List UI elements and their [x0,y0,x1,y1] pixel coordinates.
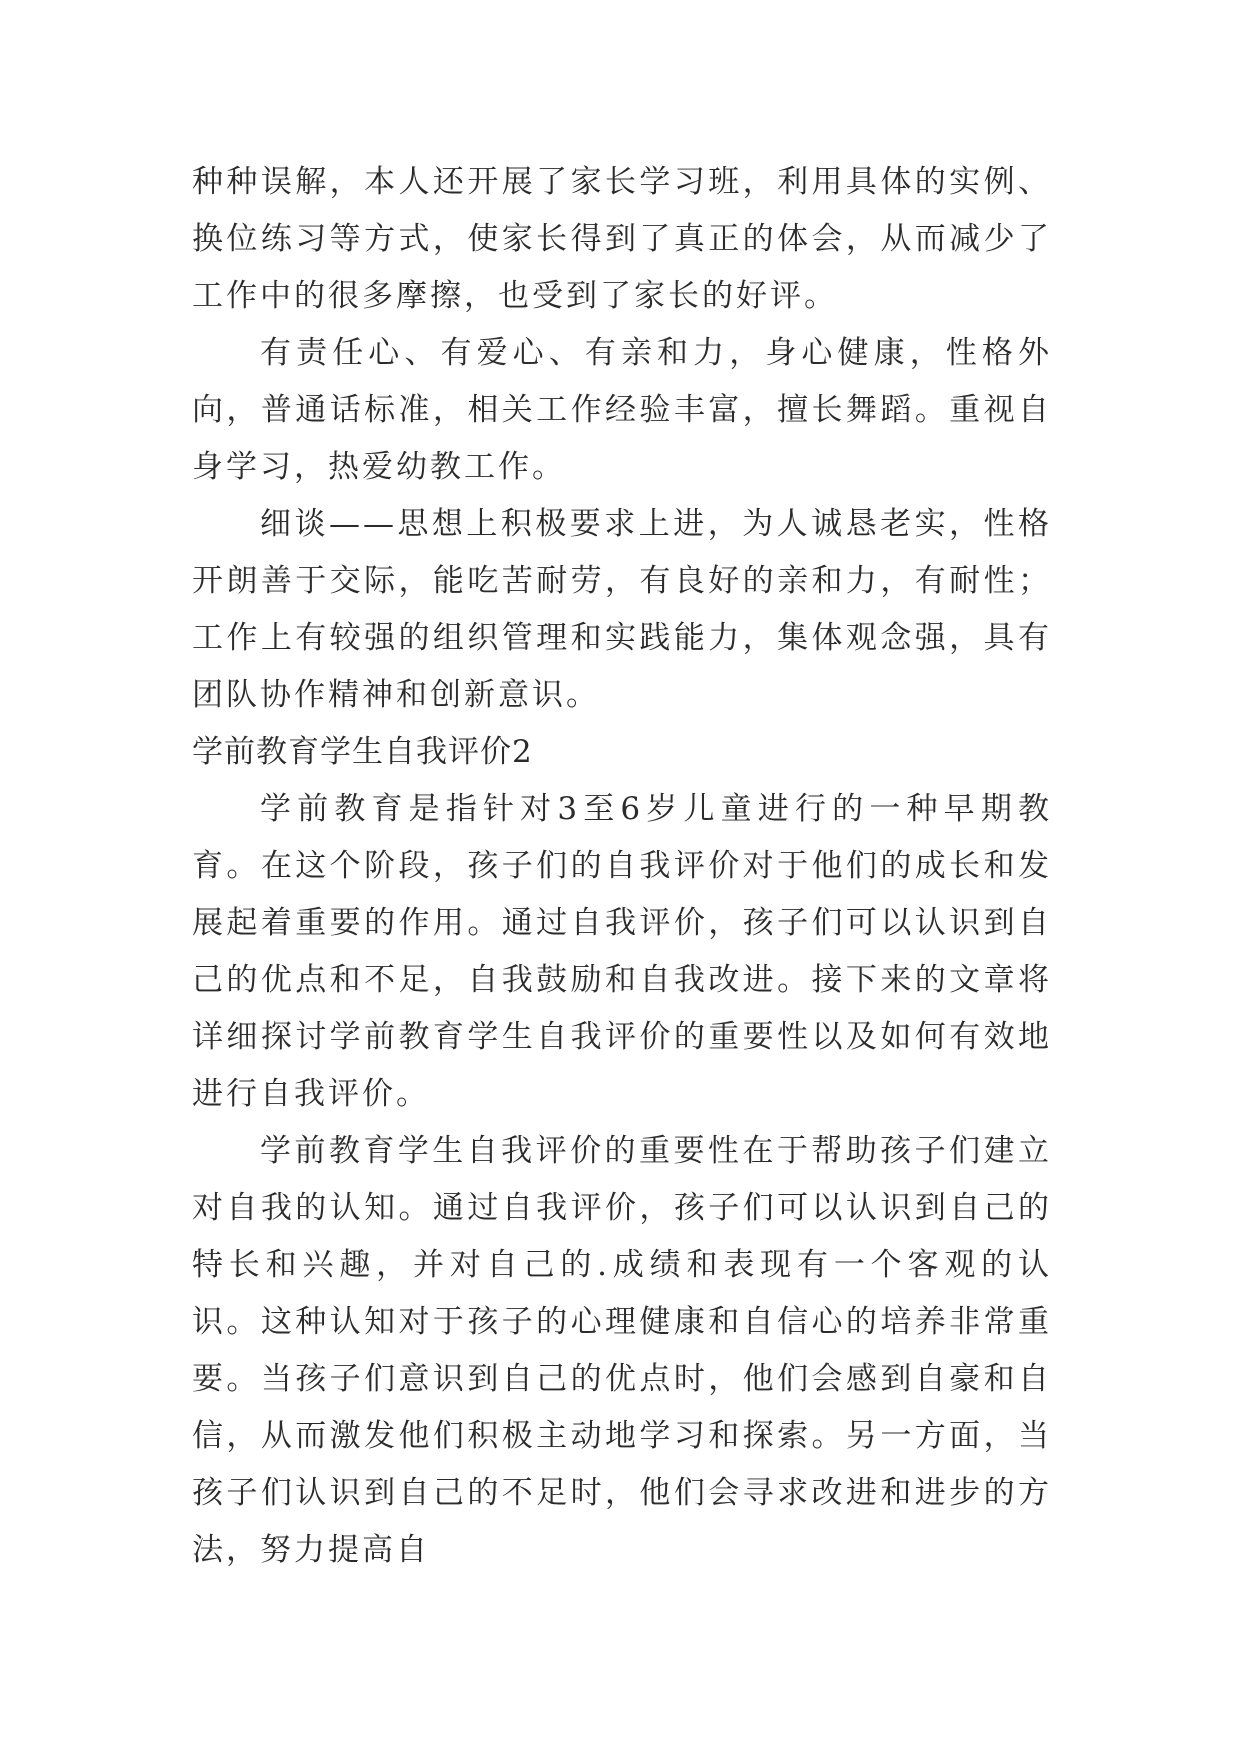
paragraph-importance: 学前教育学生自我评价的重要性在于帮助孩子们建立对自我的认知。通过自我评价，孩子们可以认识到自己的特长和兴趣，并对自己的.成绩和表现有一个客观的认识。这种认知对于孩子的心理健康和自信心的培养非常重要。当孩子们意识到自己的优点时，他们会感到自豪和自信，从而激发他们积极主动地学习和探索。另一方面，当孩子们认识到自己的不足时，他们会寻求改进和进步的方法，努力提高自 [192,1133,1052,1568]
paragraph-continuation: 种种误解，本人还开展了家长学习班，利用具体的实例、换位练习等方式，使家长得到了真正的体会，从而减少了工作中的很多摩擦，也受到了家长的好评。 [192,164,1052,314]
document-body [192,154,1052,1579]
section-heading: 学前教育学生自我评价2 [192,734,533,770]
paragraph-intro: 学前教育是指针对3至6岁儿童进行的一种早期教育。在这个阶段，孩子们的自我评价对于他们的成长和发展起着重要的作用。通过自我评价，孩子们可以认识到自己的优点和不足，自我鼓励和自我改进。接下来的文章将详细探讨学前教育学生自我评价的重要性以及如何有效地进行自我评价。 [192,791,1052,1112]
paragraph-qualities: 有责任心、有爱心、有亲和力，身心健康，性格外向，普通话标准，相关工作经验丰富，擅长舞蹈。重视自身学习，热爱幼教工作。 [192,335,1052,485]
paragraph-detailed: 细谈——思想上积极要求上进，为人诚恳老实，性格开朗善于交际，能吃苦耐劳，有良好的亲和力，有耐性；工作上有较强的组织管理和实践能力，集体观念强，具有团队协作精神和创新意识。 [192,506,1052,713]
